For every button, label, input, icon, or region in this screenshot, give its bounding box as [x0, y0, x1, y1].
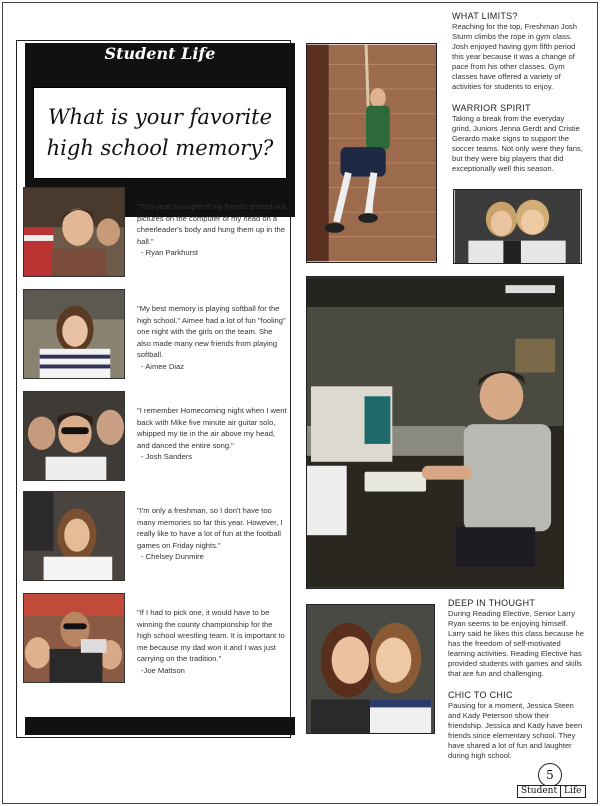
page-number: 5 [538, 763, 562, 787]
quote-item [23, 187, 289, 279]
quote-item [23, 289, 289, 381]
quote-body: "If I had to pick one, it would have to be winning the county championship for the high school wrestling team. It is important to me because my dad won it and I was just carrying on the tradition." [137, 608, 285, 663]
quote-photo [23, 593, 125, 683]
quote-item [23, 593, 289, 685]
quote-photo [23, 289, 125, 379]
quote-body: "My best memory is playing softball for the high school." Aimee had a lot of fun "fooling" one night with the girls on the team. She also made many new friends from playing softball. [137, 304, 286, 359]
computer-lab-image [307, 277, 563, 588]
caption-what-limits [452, 11, 584, 92]
student-photo-4 [24, 492, 124, 580]
caption-body: Pausing for a moment, Jessica Steen and Kady Peterson show their friendship. Jessica and Kady have been friends since elementary school. They have shared a lot of fun and laughter during high school. [448, 701, 583, 760]
caption-warrior-spirit [452, 103, 584, 174]
quote-photo [23, 187, 125, 277]
quote-text [137, 607, 287, 676]
reading-elective-photo [306, 276, 564, 589]
warrior-spirit-photo [453, 189, 582, 264]
rope-climb-photo [306, 43, 437, 263]
quote-author: - Josh Sanders [141, 452, 193, 461]
quote-item [23, 391, 289, 483]
quotes-column [16, 40, 291, 738]
page-title: What is your favorite high school memory? [33, 87, 287, 179]
quote-text [137, 201, 287, 259]
quote-body: "I'm only a freshman, so I don't have too many memories so far this year. However, I really like to have a lot of fun at the football games on Friday nights." [137, 506, 283, 550]
quote-author: -Joe Mattson [141, 665, 185, 675]
chic-to-chic-photo [306, 604, 435, 734]
caption-heading: WARRIOR SPIRIT [452, 103, 531, 113]
warrior-spirit-image [454, 190, 581, 263]
caption-heading: CHIC TO CHIC [448, 690, 513, 700]
bottom-band [25, 717, 295, 735]
caption-deep-in-thought [448, 598, 586, 679]
section-banner: Student Life [25, 43, 295, 65]
quote-author: - Chelsey Dunmire [141, 552, 204, 561]
friends-image [307, 605, 434, 733]
caption-body: Taking a break from the everyday grind, Juniors Jenna Gerdt and Cristie Gerardo make signs to support the soccer teams. Not only were they fans, but they were big players that did exceptionally well this season. [452, 114, 583, 173]
student-photo-5 [24, 594, 124, 682]
student-photo-1 [24, 188, 124, 276]
quote-body: "I remember Homecoming night when I went back with Mike five minute air guitar solo, whipped my tie in the air above my head, and danced the entire song." [137, 406, 287, 450]
quote-text [137, 505, 287, 563]
caption-body: During Reading Elective, Senior Larry Ryan seems to be enjoying himself. Larry said he likes this class because he has the freedom of self-motivated learning activities. Reading Elective has provided students with games and skills that are fun and challenging. [448, 609, 584, 678]
student-photo-3 [24, 392, 124, 480]
footer-section-left: Student [517, 785, 561, 798]
quote-text [137, 405, 287, 463]
caption-heading: DEEP IN THOUGHT [448, 598, 536, 608]
quote-item [23, 491, 289, 583]
caption-body: Reaching for the top, Freshman Josh Sturm climbs the rope in gym class. Josh enjoyed having gym fifth period this year because it was a change of pace from his other classes. Gym classes have offered a variety of activities for students to enjoy. [452, 22, 577, 91]
quote-author: - Ryan Parkhurst [141, 248, 198, 257]
quote-body: "This year a couple of my friends printed out pictures on the computer of my head on a cheerleader's body and hung them up in the hall." [137, 202, 286, 246]
quote-photo [23, 491, 125, 581]
caption-heading: WHAT LIMITS? [452, 11, 518, 21]
footer-section-right: Life [560, 785, 586, 798]
quote-text [137, 303, 287, 372]
rope-climb-image [307, 44, 436, 262]
student-photo-2 [24, 290, 124, 378]
caption-chic-to-chic [448, 690, 586, 761]
quote-photo [23, 391, 125, 481]
quote-author: - Aimee Diaz [141, 361, 185, 371]
